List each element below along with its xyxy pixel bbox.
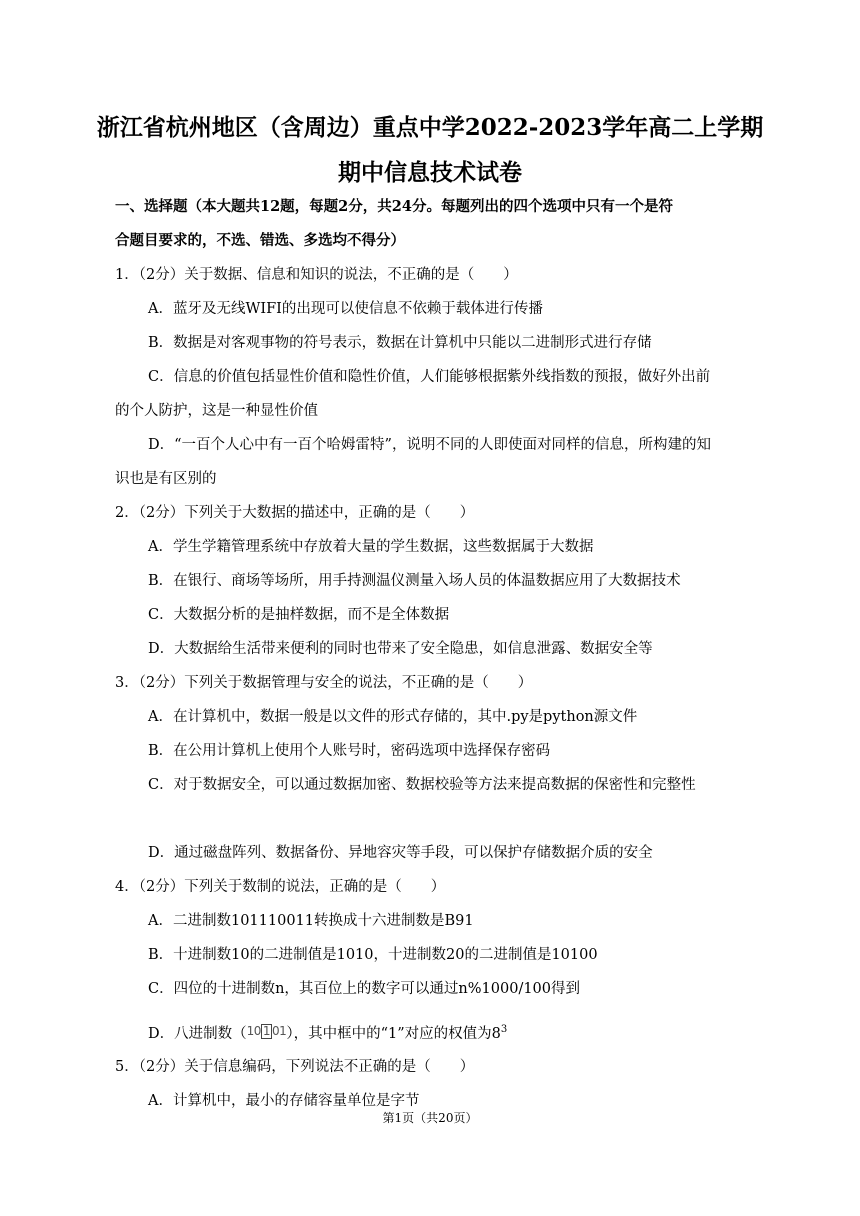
question-1-option-c: C．信息的价值包括显性价值和隐性价值，人们能够根据紫外线指数的预报，做好外出前 — [148, 369, 711, 385]
question-2-option-b: B．在银行、商场等场所，用手持测温仪测量入场人员的体温数据应用了大数据技术 — [148, 573, 681, 589]
question-1-option-c-cont: 的个人防护，这是一种显性价值 — [115, 403, 318, 419]
question-4-option-a: A．二进制数101110011转换成十六进制数是B91 — [148, 913, 474, 929]
question-4-option-c: C．四位的十进制数n，其百位上的数字可以通过n%1000/100得到 — [148, 981, 581, 997]
octal-boxed-digit: 1 — [262, 1024, 271, 1038]
question-4-option-b: B．十进制数10的二进制值是1010，十进制数20的二进制值是10100 — [148, 947, 598, 963]
question-1-stem: 1．（2分）关于数据、信息和知识的说法，不正确的是（ ） — [115, 267, 518, 283]
exam-title-line2: 期中信息技术试卷 — [338, 159, 522, 186]
section-header-line1: 一、选择题（本大题共12题，每题2分，共24分。每题列出的四个选项中只有一个是符 — [115, 198, 673, 215]
question-3-stem: 3．（2分）下列关于数据管理与安全的说法，不正确的是（ ） — [115, 675, 533, 691]
octal-digits-left: 10 — [246, 1024, 261, 1038]
question-3-option-a: A．在计算机中，数据一般是以文件的形式存储的，其中.py是python源文件 — [148, 709, 638, 725]
question-2-stem: 2．（2分）下列关于大数据的描述中，正确的是（ ） — [115, 505, 475, 521]
octal-number-image — [247, 1020, 287, 1042]
question-1-option-b: B．数据是对客观事物的符号表示，数据在计算机中只能以二进制形式进行存储 — [148, 335, 652, 351]
page-footer: 第1页（共20页） — [382, 1111, 478, 1125]
exam-title-line1: 浙江省杭州地区（含周边）重点中学2022-2023学年高二上学期 — [96, 114, 764, 141]
section-header-line2: 合题目要求的，不选、错选、多选均不得分） — [115, 232, 405, 249]
question-4-option-d-suffix: ），其中框中的“1”对应的权值为8 — [286, 1026, 501, 1042]
question-5-stem: 5．（2分）关于信息编码，下列说法不正确的是（ ） — [115, 1059, 475, 1075]
question-3-option-c: C．对于数据安全，可以通过数据加密、数据校验等方法来提高数据的保密性和完整性 — [148, 777, 696, 793]
question-1-option-d: D．“一百个人心中有一百个哈姆雷特”，说明不同的人即使面对同样的信息，所构建的知 — [148, 437, 711, 453]
question-4-stem: 4．（2分）下列关于数制的说法，正确的是（ ） — [115, 879, 446, 895]
exponent-superscript: 3 — [500, 1024, 508, 1036]
question-2-option-a: A．学生学籍管理系统中存放着大量的学生数据，这些数据属于大数据 — [148, 539, 594, 555]
question-4-option-d — [148, 1020, 507, 1045]
question-2-option-d: D．大数据给生活带来便利的同时也带来了安全隐患，如信息泄露、数据安全等 — [148, 641, 653, 657]
octal-digits-right: 01 — [272, 1024, 287, 1038]
question-4-option-d-prefix: D．八进制数（ — [148, 1026, 247, 1042]
question-3-option-d: D．通过磁盘阵列、数据备份、异地容灾等手段，可以保护存储数据介质的安全 — [148, 845, 653, 861]
question-2-option-c: C．大数据分析的是抽样数据，而不是全体数据 — [148, 607, 450, 623]
question-1-option-a: A．蓝牙及无线WIFI的出现可以使信息不依赖于载体进行传播 — [148, 301, 543, 317]
question-5-option-a: A．计算机中，最小的存储容量单位是字节 — [148, 1093, 420, 1109]
question-1-option-d-cont: 识也是有区别的 — [115, 471, 217, 487]
question-3-option-b: B．在公用计算机上使用个人账号时，密码选项中选择保存密码 — [148, 743, 551, 759]
